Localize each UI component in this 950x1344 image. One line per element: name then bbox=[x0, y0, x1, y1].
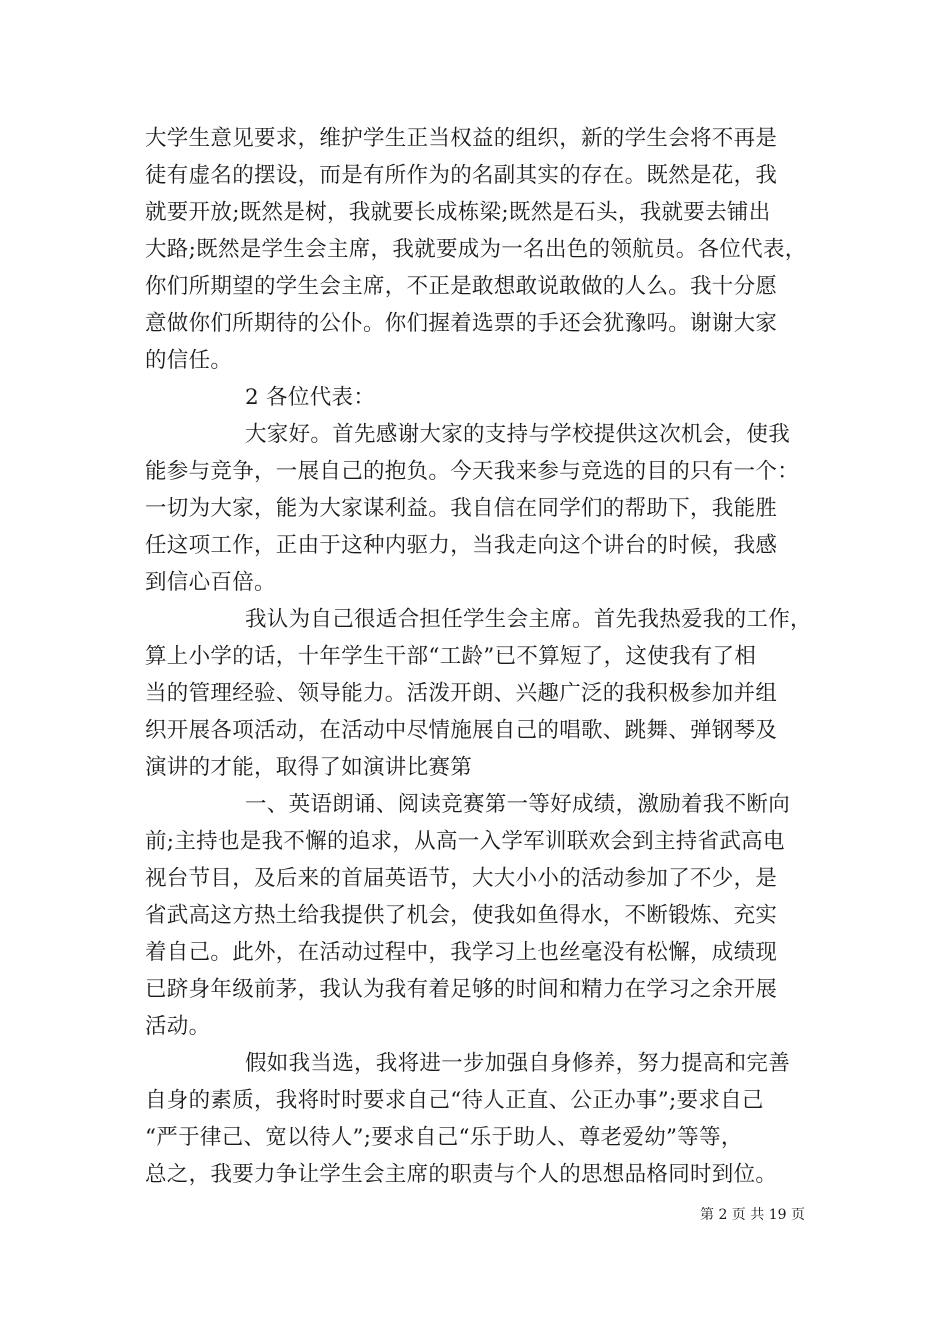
text-line: 徒有虚名的摆设，而是有所作为的名副其实的存在。既然是花，我 bbox=[145, 163, 778, 188]
text-line: 算上小学的话，十年学生干部“工龄”已不算短了，这使我有了相 bbox=[145, 644, 757, 669]
text-line: 大家好。首先感谢大家的支持与学校提供这次机会，使我 bbox=[245, 422, 791, 447]
text-line: 我认为自己很适合担任学生会主席。首先我热爱我的工作， bbox=[245, 607, 812, 632]
text-line: 假如我当选，我将进一步加强自身修养，努力提高和完善 bbox=[245, 1051, 791, 1076]
text-line: 活动。 bbox=[145, 1014, 211, 1039]
text-line: 一切为大家，能为大家谋利益。我自信在同学们的帮助下，我能胜 bbox=[145, 496, 778, 521]
text-line: 大路;既然是学生会主席，我就要成为一名出色的领航员。各位代表， bbox=[145, 237, 807, 262]
text-line: 当的管理经验、领导能力。活泼开朗、兴趣广泛的我积极参加并组 bbox=[145, 681, 778, 706]
text-line: 织开展各项活动，在活动中尽情施展自己的唱歌、跳舞、弹钢琴及 bbox=[145, 718, 778, 743]
text-line: 能参与竞争，一展自己的抱负。今天我来参与竞选的目的只有一个： bbox=[145, 459, 800, 484]
text-line: 前;主持也是我不懈的追求，从高一入学军训联欢会到主持省武高电 bbox=[145, 829, 785, 854]
document-body bbox=[145, 120, 813, 1193]
text-line: “严于律己、宽以待人”;要求自己“乐于助人、尊老爱幼”等等， bbox=[145, 1125, 743, 1150]
page-number-footer: 第 2 页 共 19 页 bbox=[700, 1207, 805, 1223]
text-line: 视台节目，及后来的首届英语节，大大小小的活动参加了不少，是 bbox=[145, 866, 778, 891]
text-line: 2 各位代表： bbox=[245, 385, 376, 410]
text-line: 的信任。 bbox=[145, 348, 233, 373]
text-line: 总之，我要力争让学生会主席的职责与个人的思想品格同时到位。 bbox=[145, 1162, 778, 1187]
text-line: 就要开放;既然是树，我就要长成栋梁;既然是石头，我就要去铺出 bbox=[145, 200, 771, 225]
text-line: 着自己。此外，在活动过程中，我学习上也丝毫没有松懈，成绩现 bbox=[145, 940, 778, 965]
text-line: 一、英语朗诵、阅读竞赛第一等好成绩，激励着我不断向 bbox=[245, 792, 791, 817]
text-line: 意做你们所期待的公仆。你们握着选票的手还会犹豫吗。谢谢大家 bbox=[145, 311, 778, 336]
text-line: 到信心百倍。 bbox=[145, 570, 276, 595]
text-line: 省武高这方热土给我提供了机会，使我如鱼得水，不断锻炼、充实 bbox=[145, 903, 778, 928]
text-line: 大学生意见要求，维护学生正当权益的组织，新的学生会将不再是 bbox=[145, 126, 778, 151]
text-line: 演讲的才能，取得了如演讲比赛第 bbox=[145, 755, 473, 780]
text-line: 已跻身年级前茅，我认为我有着足够的时间和精力在学习之余开展 bbox=[145, 977, 778, 1002]
text-line: 你们所期望的学生会主席，不正是敢想敢说敢做的人么。我十分愿 bbox=[145, 274, 778, 299]
text-line: 自身的素质，我将时时要求自己“待人正直、公正办事”;要求自己 bbox=[145, 1088, 764, 1113]
text-line: 任这项工作，正由于这种内驱力，当我走向这个讲台的时候，我感 bbox=[145, 533, 778, 558]
